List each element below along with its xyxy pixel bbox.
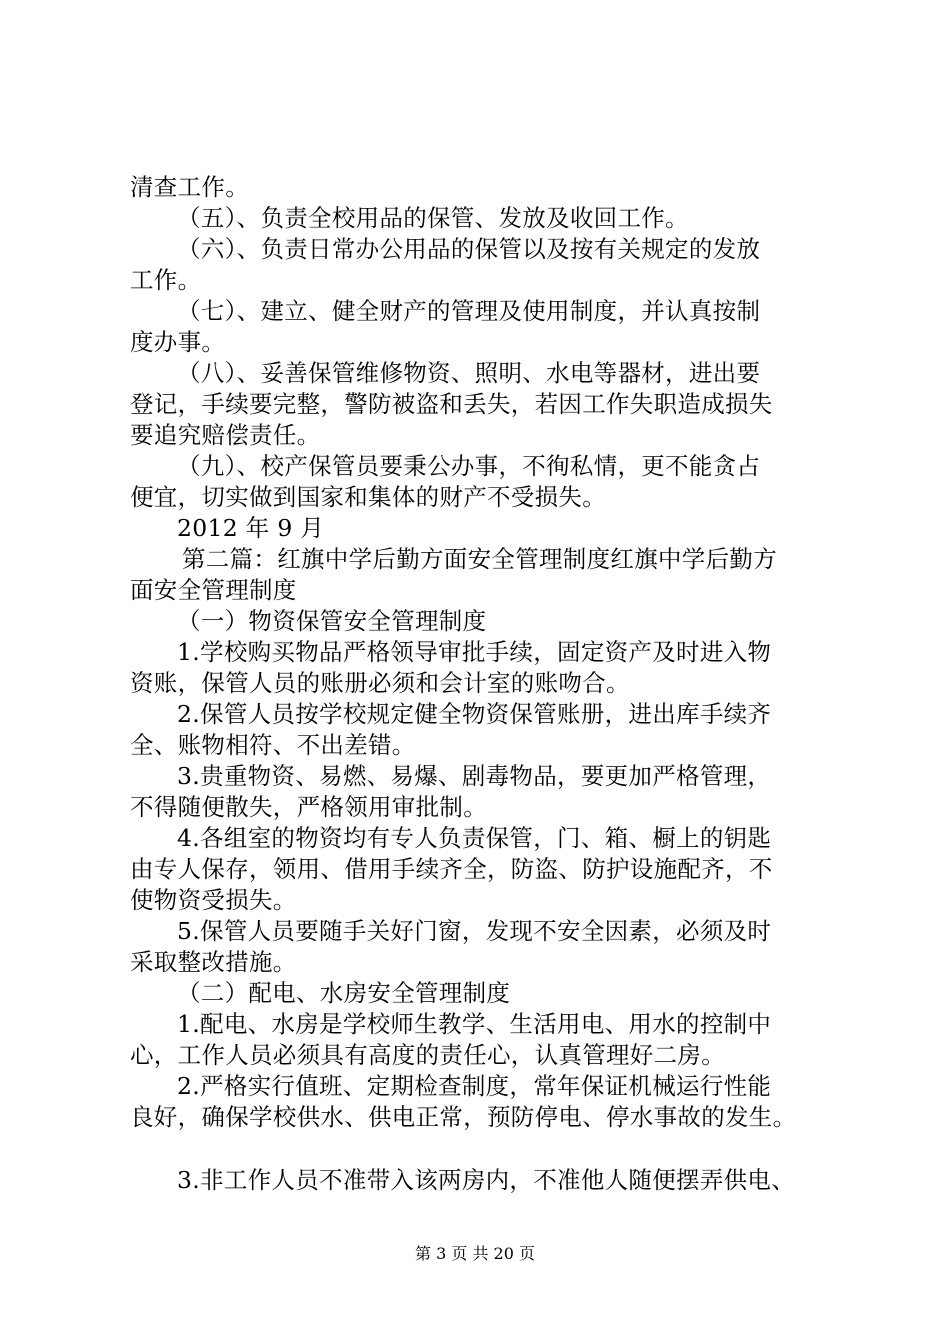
text-line: （八）、妥善保管维修物资、照明、水电等器材，进出要 [177,359,761,387]
section-title: 第二篇：红旗中学后勤方面安全管理制度红旗中学后勤方 [182,545,777,573]
text-line: 5.保管人员要随手关好门窗，发现不安全因素，必须及时 [177,917,772,945]
section-title-cont: 面安全管理制度 [130,576,297,604]
text-line: 采取整改措施。 [130,948,297,976]
text-line: 2.严格实行值班、定期检查制度，常年保证机械运行性能 [177,1072,772,1100]
text-line: 资账，保管人员的账册必须和会计室的账吻合。 [130,669,630,697]
text-line: 3.贵重物资、易燃、易爆、剧毒物品，要更加严格管理， [177,762,772,790]
text-line: 3.非工作人员不准带入该两房内，不准他人随便摆弄供电、 [177,1166,796,1194]
page-footer: 第 3 页 共 20 页 [415,1244,535,1263]
text-line: （七）、建立、健全财产的管理及使用制度，并认真按制 [177,297,761,325]
text-line: 便宜，切实做到国家和集体的财产不受损失。 [130,483,606,511]
text-line: 2.保管人员按学校规定健全物资保管账册，进出库手续齐 [177,700,772,728]
subsection-heading: （二）配电、水房安全管理制度 [177,979,511,1007]
text-line: 清查工作。 [130,173,249,201]
text-line: 度办事。 [130,328,226,356]
subsection-heading: （一）物资保管安全管理制度 [177,607,487,635]
text-line: 4.各组室的物资均有专人负责保管，门、箱、橱上的钥匙 [177,824,772,852]
date-line: 2012 年 9 月 [177,514,325,542]
body-text [130,172,835,1196]
text-line: 要追究赔偿责任。 [130,421,321,449]
text-line: （九）、校产保管员要秉公办事，不徇私情，更不能贪占 [177,452,761,480]
text-line: 不得随便散失，严格领用审批制。 [130,793,487,821]
text-line: 登记，手续要完整，警防被盗和丢失，若因工作失职造成损失 [130,390,773,418]
text-line: 心，工作人员必须具有高度的责任心，认真管理好二房。 [130,1041,725,1069]
text-line: （五）、负责全校用品的保管、发放及收回工作。 [177,204,689,232]
text-line: 1.学校购买物品严格领导审批手续，固定资产及时进入物 [177,638,772,666]
text-line: （六）、负责日常办公用品的保管以及按有关规定的发放 [177,235,761,263]
text-line: 1.配电、水房是学校师生教学、生活用电、用水的控制中 [177,1010,772,1038]
text-line: 由专人保存，领用、借用手续齐全，防盗、防护设施配齐，不 [130,855,773,883]
paragraph-gap [130,1133,835,1165]
text-line: 良好，确保学校供水、供电正常，预防停电、停水事故的发生。 [130,1103,797,1131]
text-line: 工作。 [130,266,202,294]
text-line: 使物资受损失。 [130,886,297,914]
text-line: 全、账物相符、不出差错。 [130,731,416,759]
